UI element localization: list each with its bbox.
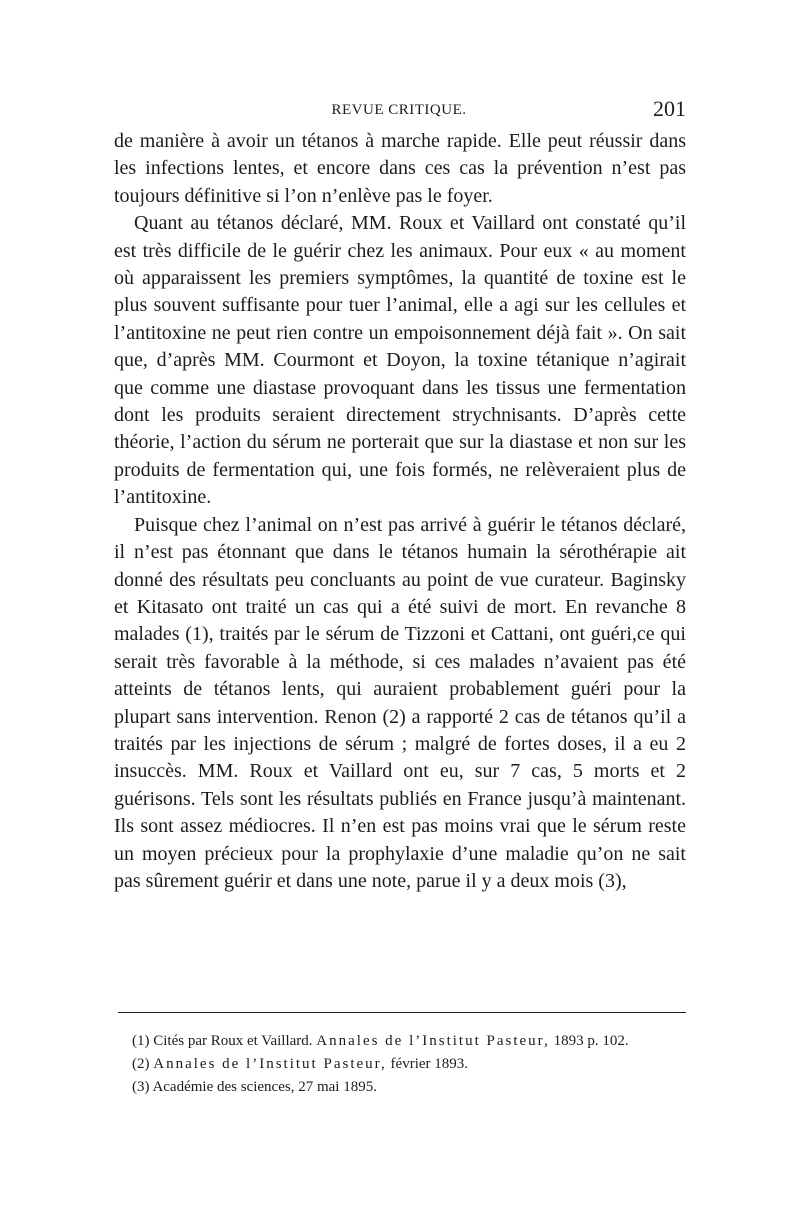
footnote-2 [114,1053,686,1076]
footnote-3 [114,1076,686,1099]
footnote-1-text-a: Cités par Roux et Vaillard. [153,1033,313,1049]
body-text [114,128,686,895]
footnote-rule [118,1012,686,1013]
footnote-1-journal: Annales de l’Institut Pasteur, [316,1033,550,1049]
page-number: 201 [653,96,686,121]
paragraph-3: Puisque chez l’animal on n’est pas arrivé à guérir le tétanos déclaré, il n’est pas étonnant que dans le tétanos humain la sérothérapie ait donné des résultats peu concluants au point de vue curateur. Baginsky et Kitasato ont traité un cas qui a été suivi de mort. En revanche 8 malades (1), traités par le sérum de Tizzoni et Cattani, ont guéri,ce qui serait très favorable à la méthode, si ces malades n’avaient pas été atteints de tétanos lents, qui auraient probablement guéri pour la plupart sans intervention. Renon (2) a rapporté 2 cas de tétanos qu’il a traités par les injections de sérum ; malgré de fortes doses, il a eu 2 insuccès. MM. Roux et Vaillard ont eu, sur 7 cas, 5 morts et 2 guérisons. Tels sont les résultats publiés en France jusqu’à maintenant. Ils sont assez médiocres. Il n’en est pas moins vrai que le sérum reste un moyen précieux pour la prophylaxie d’une maladie qu’on ne sait pas sûrement guérir et dans une note, parue il y a deux mois (3), [114,513,686,892]
footnote-1-text-b: 1893 p. 102. [553,1033,629,1049]
paragraph-1: de manière à avoir un tétanos à marche rapide. Elle peut réussir dans les infections lentes, et encore dans ces cas la prévention n’est pas toujours définitive si l’on n’enlève pas le foyer. [114,130,686,207]
footnote-1 [114,1030,686,1053]
running-title: REVUE CRITIQUE. [331,102,467,118]
running-head [112,96,686,126]
footnote-3-text: Académie des sciences, 27 mai 1895. [152,1079,377,1095]
footnote-2-marker: (2) [132,1056,150,1072]
footnote-2-journal: Annales de l’Institut Pasteur, [153,1056,387,1072]
footnote-3-marker: (3) [132,1079,150,1095]
paragraph-2: Quant au tétanos déclaré, MM. Roux et Vaillard ont constaté qu’il est très difficile de le guérir chez les animaux. Pour eux « au moment où apparaissent les premiers symptômes, la quantité de toxine est le plus souvent suffisante pour tuer l’animal, elle a agi sur les cellules et l’antitoxine ne peut rien contre un empoisonnement déjà fait ». On sait que, d’après MM. Courmont et Doyon, la toxine tétanique n’agirait que comme une diastase provoquant dans les tissus une fermentation dont les produits seraient directement strychnisants. D’après cette théorie, l’action du sérum ne porterait que sur la diastase et non sur les produits de fermentation qui, une fois formés, ne relèveraient plus de l’antitoxine. [114,212,686,509]
footnote-1-marker: (1) [132,1033,150,1049]
footnotes [114,1030,686,1099]
footnote-2-text: février 1893. [390,1056,469,1072]
